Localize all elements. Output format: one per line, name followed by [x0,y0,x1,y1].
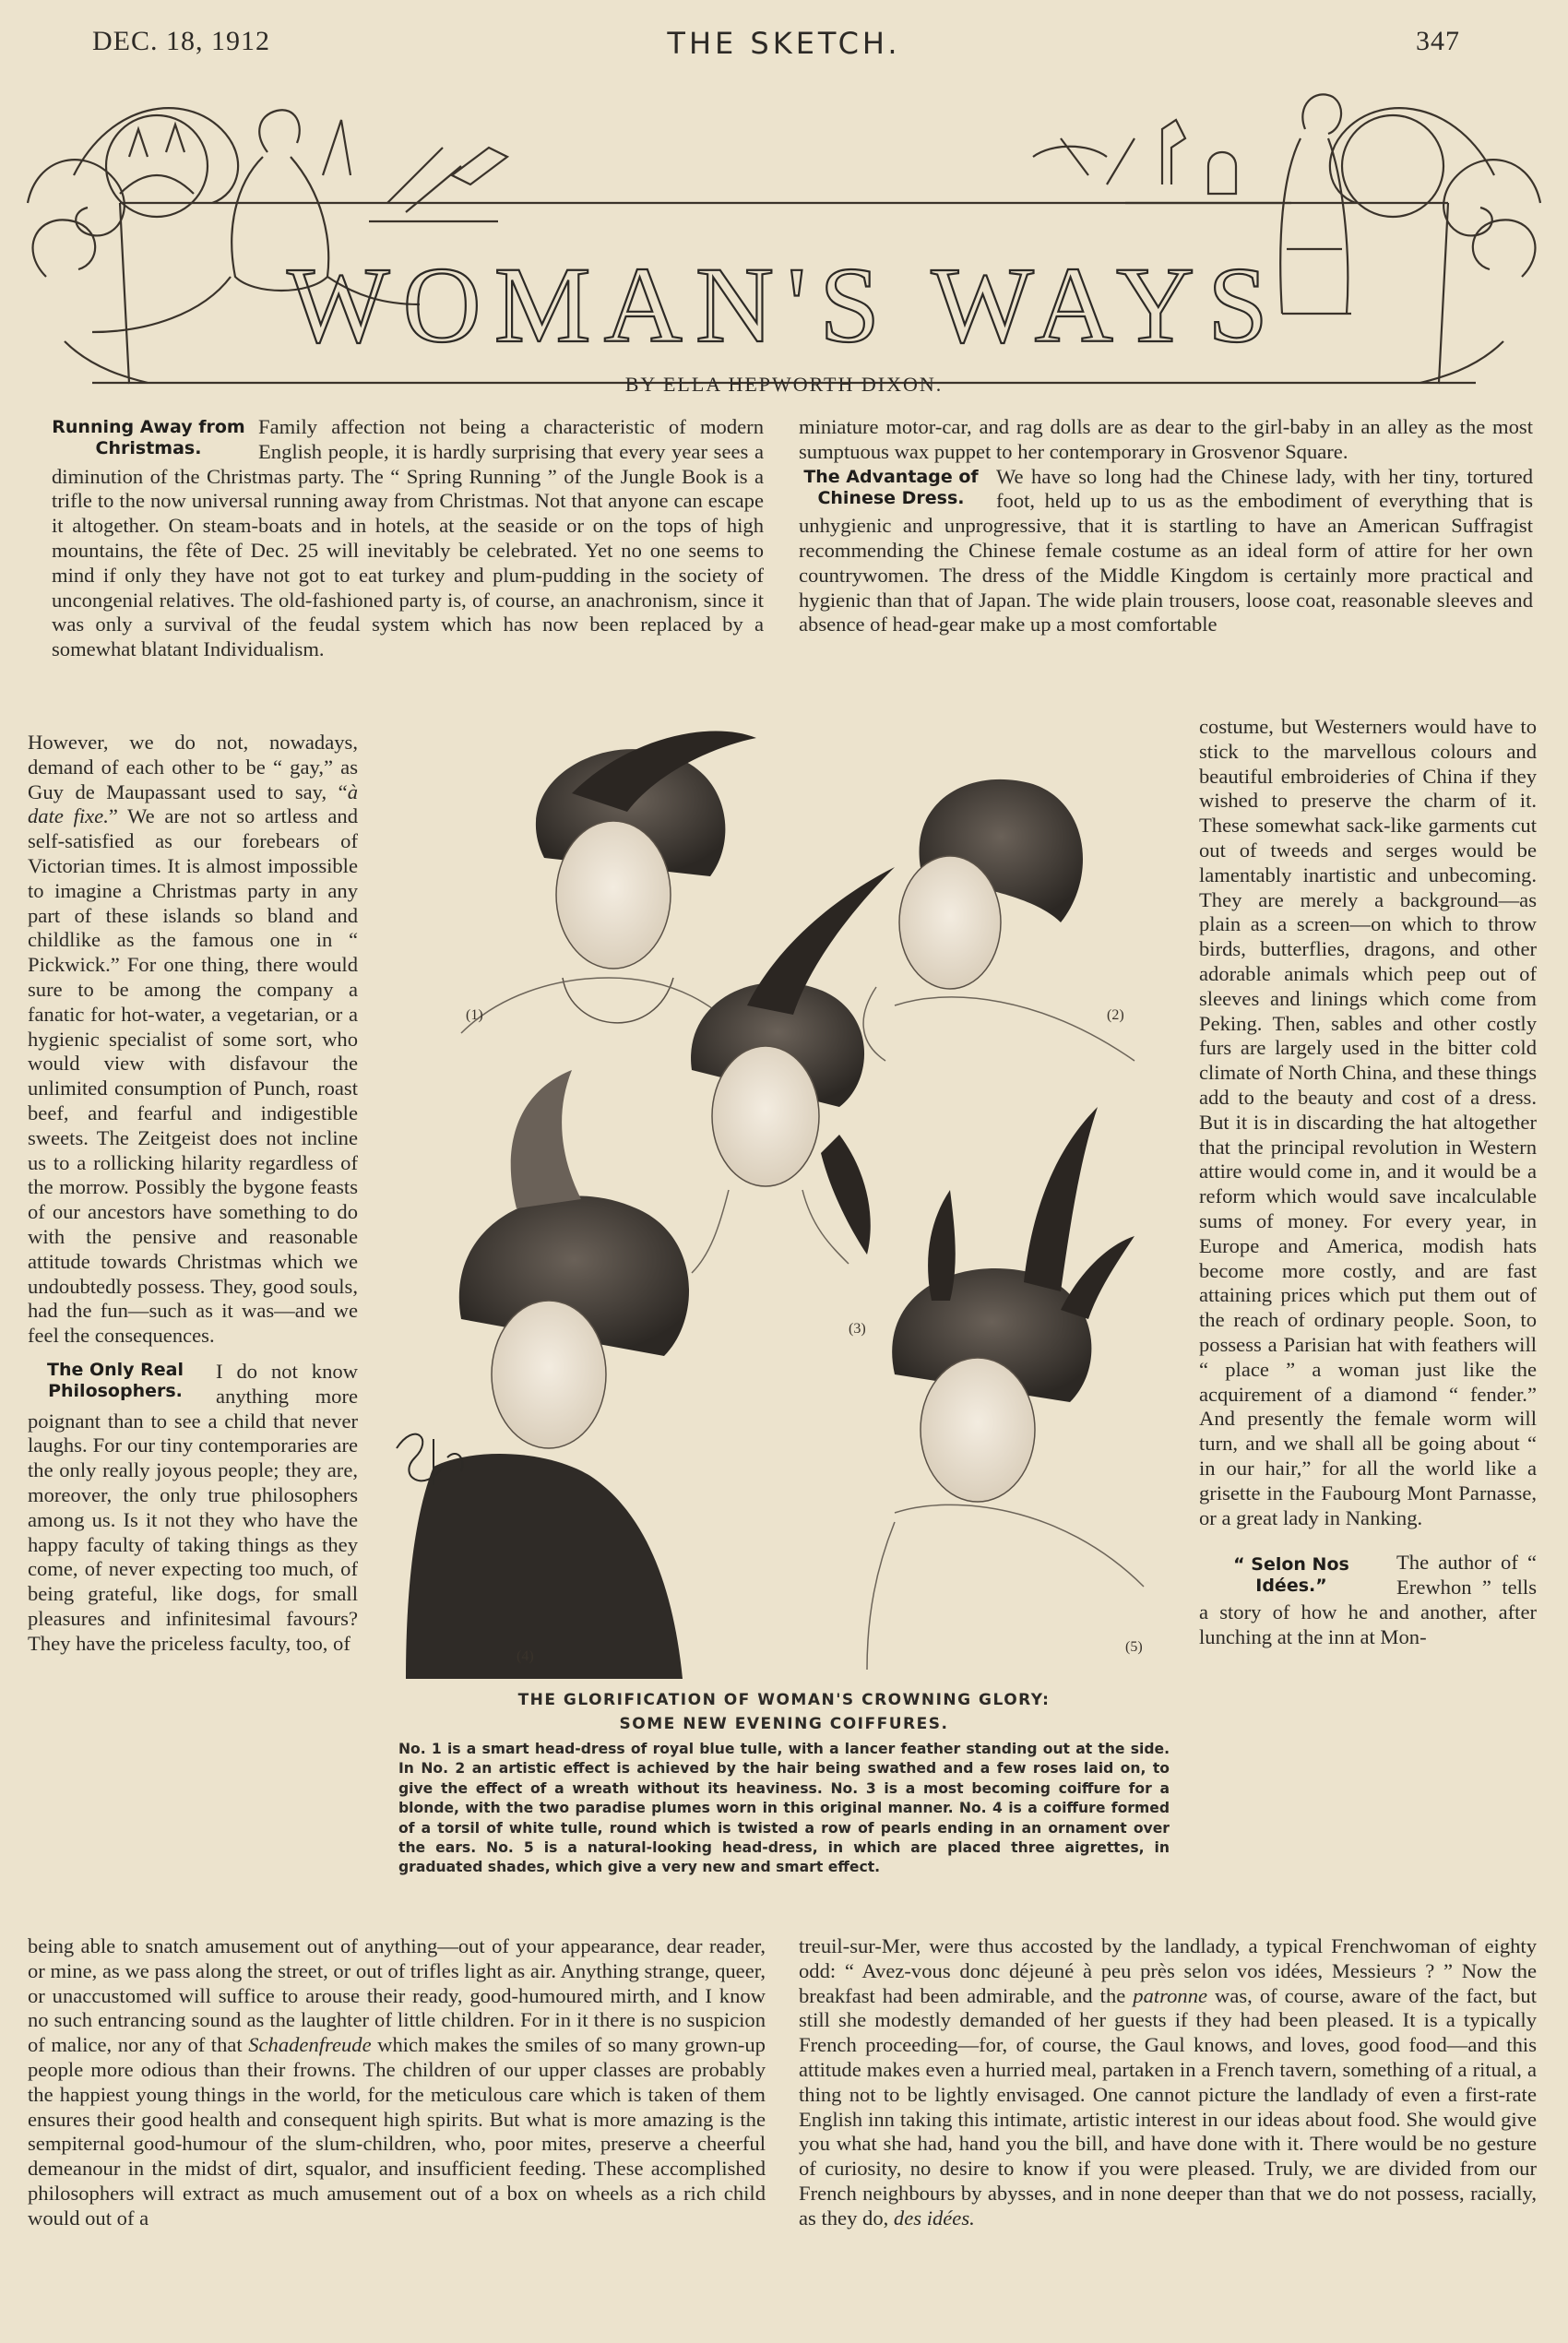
caption-body: No. 1 is a smart head-dress of royal blue tulle, with a lancer feather standing out at the side. In No. 2 an artistic effect is achieved by the hair being swathed and a few roses laid on, to give the effect of a wreath without its heaviness. No. 3 is a most becoming coiffure for a blonde, with the two paradise plumes worn in this original manner. No. 4 is a coiffure formed of a torsil of white tulle, round which is twisted a row of pearls ending in an ornament over the ears. No. 5 is a natural-looking head-dress, in which are placed three aigrettes, in graduated shades, which give a very new and smart effect. [398,1741,1170,1876]
paragraph-erewhon: The author of “ Erewhon ” tells a story of how he and another, after lunching at the inn at Mon- [1199,1551,1537,1648]
paragraph-philosophers: I do not know anything more poignant than to see a child that never laughs. For our tiny contemporaries are the only really joyous people; they are, moreover, the only true philosophers among us. Is it not they who have the happy faculty of taking things as they come, of never expecting too much, of being grateful, like dogs, for small pleasures and infinitesimal favours? They have the priceless faculty, too, of [28,1359,358,1655]
banner-illustration [18,65,1550,406]
paragraph-running-away: Family affection not being a characteristic of modern English people, it is hardly surprising that every year sees a diminution of the Christmas party. The “ Spring Running ” of the Jungle Book is a trifle to the now universal running away from Christmas. Not that anyone can escape it altogether. On steam-boats and in hotels, at the seaside or on the tops of high mountains, the fête of Dec. 25 will inevitably be celebrated. Yet no one seems to mind if only they have not got to eat turkey and plum-pudding in the society of uncongenial relatives. The old-fashioned party is, of course, an anachronism, since it was only a survival of the feudal system which has now been replaced by a somewhat blatant Individualism. [52,415,764,661]
header-title: THE SKETCH. [667,26,901,61]
column-left-bottom [28,1934,766,2322]
portrait-5 [867,1107,1144,1670]
caption-title-line-1: THE GLORIFICATION OF WOMAN'S CROWNING GLORY: [517,1691,1051,1709]
column-right-top [799,415,1533,729]
paragraph-maupassant [28,731,358,1349]
paragraph-children [28,1934,766,2231]
sidehead-running-away: Running Away from Christmas. [52,417,245,458]
paragraph-chinese-dress: We have so long had the Chinese lady, with her tiny, tortured foot, held up to us as the embodiment of everything that is unhygienic and unprogressive, that it is startling to have an American Suffragist recommending the Chinese female costume as an ideal form of attire for her own countrywomen. The dress of the Middle Kingdom is certainly more practical and hygienic than that of Japan. The wide plain trousers, loose coat, reasonable sleeves and absence of head-gear make up a most comfortable [799,464,1533,636]
label-4: (4) [517,1648,534,1664]
caption-title [387,1688,1181,1736]
sidehead-philosophers: The Only Real Philosophers. [46,1359,184,1401]
column-right-bottom [799,1934,1537,2322]
page-number: 347 [1416,26,1460,56]
sidehead-selon: “ Selon Nos Idées.” [1233,1554,1349,1597]
byline: BY ELLA HEPWORTH DIXON. [624,373,944,396]
paragraph-montreuil [799,1934,1537,2231]
text-maupassant-b: ” We are not so artless and self-satisfied as our forebears of Victorian times. It is almost impossible to imagine a Christmas party in any part of these islands so bland and childlike as the famous one in “ Pickwick.” For one thing, there would sure to be among the company a fanatic for hot-water, a vegetarian, or a hygienic specialist of some sort, who would view with disfavour the unlimited consumption of Punch, roast beef, and fearful and indigestible sweets. The Zeitgeist does not incline us to a rollicking hilarity regardless of the morrow. Possibly the bygone feasts of our ancestors have something to do with the pensive and reasonable attitude towards Christmas which we undoubtedly possess. They, good souls, had the fun—such as it was—and we feel the consequences. [28,804,358,1348]
caption-title-line-2: SOME NEW EVENING COIFFURES. [619,1715,949,1733]
portrait-4 [406,1070,689,1679]
text-schadenfreude: Schadenfreude [248,2033,372,2057]
header-date: DEC. 18, 1912 [92,26,270,56]
coiffures-illustration [378,729,1190,1679]
portrait-3 [691,867,895,1273]
text-montreuil-b: was, of course, aware of the fact, but still she modestly demanded of her guests if they had been pleased. It is a typically French proceeding—for, of course, the Gaul knows, and loves, good food—and this attitude makes even a hurried meal, partaken in a French tavern, something of a ritual, a thing not to be lightly envisaged. One cannot picture the landlady of even a first-rate English inn taking this intimate, artistic interest in our ideas about food. She would give you what she had, hand you the bill, and have done with it. There would be no gesture of curiosity, no desire to know if you were pleased. Truly, we are divided from our French neighbours by abysses, and in none deeper than that we do not possess, racially, as they do, [799,1983,1537,2230]
label-2: (2) [1107,1007,1124,1023]
label-3: (3) [849,1321,866,1337]
text-patronne: patronne [1133,1983,1208,2007]
paragraph-chinese-costume: costume, but Westerners would have to stick to the marvellous colours and beautiful embroideries of China if they wished to preserve the charm of it. These somewhat sack-like garments cut out of tweeds and serges would be lamentably inartistic and unbecoming. They are merely a background—as plain as a screen—on which to throw birds, butterflies, dragons, and other adorable animals which peep out of sleeves and linings which come from Peking. Then, sables and other costly furs are largely used in the bitter cold climate of North China, and these things add to the beauty and cost of a dress. But it is in discarding the hat altogether that the principal revolution in Western attire would come in, and it would be a reform which would save incalculable sums of money. For every year, in Europe and America, modish hats become more costly, and are fast attaining prices which put them out of the reach of ordinary people. Soon, to possess a Parisian hat with feathers will “ place ” a woman just like the acquirement of a diamond “ fender.” And presently the female worm will turn, and we shall all be going about “ in our hair,” for all the world like a grisette in the Faubourg Mont Parnasse, or a great lady in Nanking. [1199,715,1537,1529]
text-montreuil-a: treuil-sur-Mer, were thus accosted by the landlady, a typical Frenchwoman of eighty odd: “ Avez-vous donc déjeuné à peu près selon vos idées, Messieurs ? ” Now the breakfast had been admirable, and the [799,1934,1537,2007]
sidehead-chinese-dress: The Advantage of Chinese Dress. [803,466,979,508]
text-a-date-fixe: à date fixe. [28,779,358,828]
text-maupassant-a: However, we do not, nowadays, demand of each other to be “ gay,” as Guy de Maupassant used to say, “ [28,731,358,803]
column-left-top [52,415,764,731]
text-des-idees: des idées. [893,2206,975,2230]
label-1: (1) [466,1007,483,1023]
text-children-b: which makes the smiles of so many grown-up people more odious than their frowns. The children of our upper classes are probably the happiest young things in the world, for the meticulous care which is taken of them ensures their good health and consequent high spirits. But what is more amazing is the sempiternal good-humour of the slum-children, who, poor mites, preserve a cheerful demeanour in the midst of dirt, squalor, and insufficient feeding. These accomplished philosophers will extract as much amusement out of a box on wheels as a rich child would out of a [28,2033,766,2230]
column-left-mid [28,731,358,1926]
text-children-a: being able to snatch amusement out of anything—out of your appearance, dear reader, or mine, as we pass along the street, or out of trifles light as air. Anything strange, queer, or unaccustomed will suffice to arouse their ready, good-humoured mirth, and I know no such entrancing sound as the laughter of little children. For in it there is no suspicion of malice, nor any of that [28,1934,766,2057]
portrait-1 [461,731,756,1043]
column-right-mid [1199,715,1537,1936]
paragraph-miniature-car: miniature motor-car, and rag dolls are as dear to the girl-baby in an alley as the most sumptuous wax puppet to her contemporary in Grosvenor Square. [799,415,1533,463]
banner-title: WOMAN'S WAYS [287,244,1281,365]
portrait-2 [863,779,1134,1061]
label-5: (5) [1125,1639,1143,1655]
